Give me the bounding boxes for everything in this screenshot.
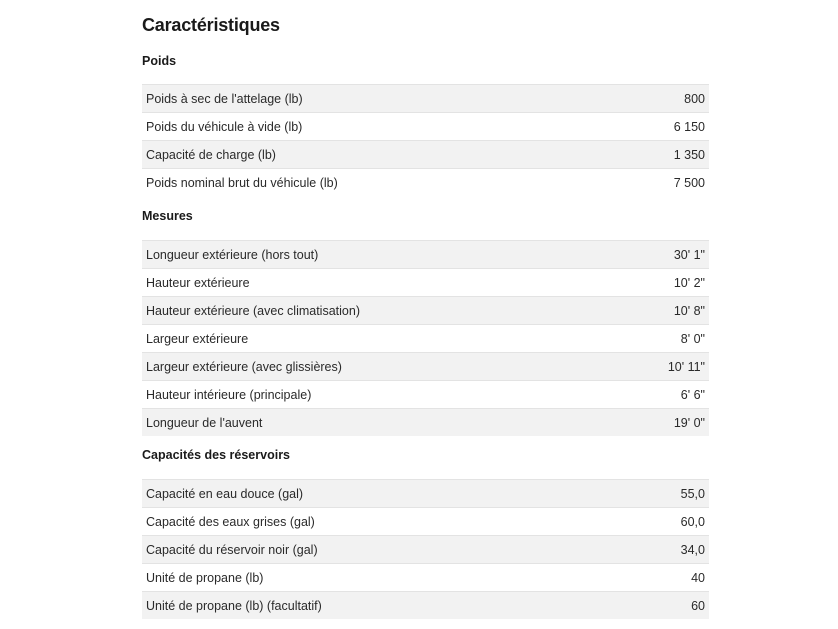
spec-label: Largeur extérieure (avec glissières) — [146, 359, 342, 374]
spec-label: Unité de propane (lb) (facultatif) — [146, 598, 322, 613]
spec-label: Poids nominal brut du véhicule (lb) — [146, 175, 338, 190]
spec-label: Unité de propane (lb) — [146, 570, 264, 585]
spec-value: 10' 8" — [673, 303, 705, 318]
spec-value: 30' 1" — [673, 247, 705, 262]
spec-row — [142, 563, 709, 591]
spec-row — [142, 408, 709, 436]
spec-row — [142, 140, 709, 168]
spec-value: 6 150 — [673, 119, 705, 134]
spec-label: Capacité en eau douce (gal) — [146, 486, 304, 501]
spec-label: Capacité des eaux grises (gal) — [146, 514, 315, 529]
spec-row — [142, 324, 709, 352]
spec-value: 60,0 — [680, 514, 705, 529]
spec-value: 40 — [691, 570, 705, 585]
spec-label: Poids à sec de l'attelage (lb) — [146, 91, 303, 106]
section-title-weight: Poids — [142, 54, 177, 68]
spec-value: 55,0 — [680, 486, 705, 501]
spec-row — [142, 591, 709, 619]
spec-value: 34,0 — [680, 542, 705, 557]
spec-row — [142, 168, 709, 196]
section-title-tank-capacities: Capacités des réservoirs — [142, 448, 291, 462]
measurements-table — [142, 240, 709, 436]
page-title: Caractéristiques — [142, 15, 280, 35]
spec-row — [142, 268, 709, 296]
spec-row — [142, 479, 709, 507]
spec-row — [142, 296, 709, 324]
spec-value: 60 — [691, 598, 705, 613]
spec-value: 800 — [684, 91, 705, 106]
spec-label: Hauteur extérieure — [146, 275, 250, 290]
weight-table — [142, 84, 709, 196]
spec-value: 10' 2" — [673, 275, 705, 290]
spec-label: Hauteur intérieure (principale) — [146, 387, 312, 402]
spec-value: 10' 11" — [667, 359, 705, 374]
spec-label: Capacité de charge (lb) — [146, 147, 276, 162]
spec-label: Poids du véhicule à vide (lb) — [146, 119, 303, 134]
spec-row — [142, 507, 709, 535]
spec-row — [142, 112, 709, 140]
spec-value: 8' 0" — [680, 331, 705, 346]
spec-row — [142, 352, 709, 380]
spec-value: 19' 0" — [673, 415, 705, 430]
spec-label: Capacité du réservoir noir (gal) — [146, 542, 318, 557]
spec-row — [142, 84, 709, 112]
spec-value: 1 350 — [673, 147, 705, 162]
spec-label: Hauteur extérieure (avec climatisation) — [146, 303, 360, 318]
section-title-measurements: Mesures — [142, 209, 193, 223]
spec-row — [142, 380, 709, 408]
spec-row — [142, 535, 709, 563]
spec-row — [142, 240, 709, 268]
tank-capacities-table — [142, 479, 709, 619]
spec-value: 7 500 — [673, 175, 705, 190]
spec-label: Longueur extérieure (hors tout) — [146, 247, 319, 262]
spec-label: Largeur extérieure — [146, 331, 249, 346]
spec-value: 6' 6" — [680, 387, 705, 402]
spec-label: Longueur de l'auvent — [146, 415, 263, 430]
